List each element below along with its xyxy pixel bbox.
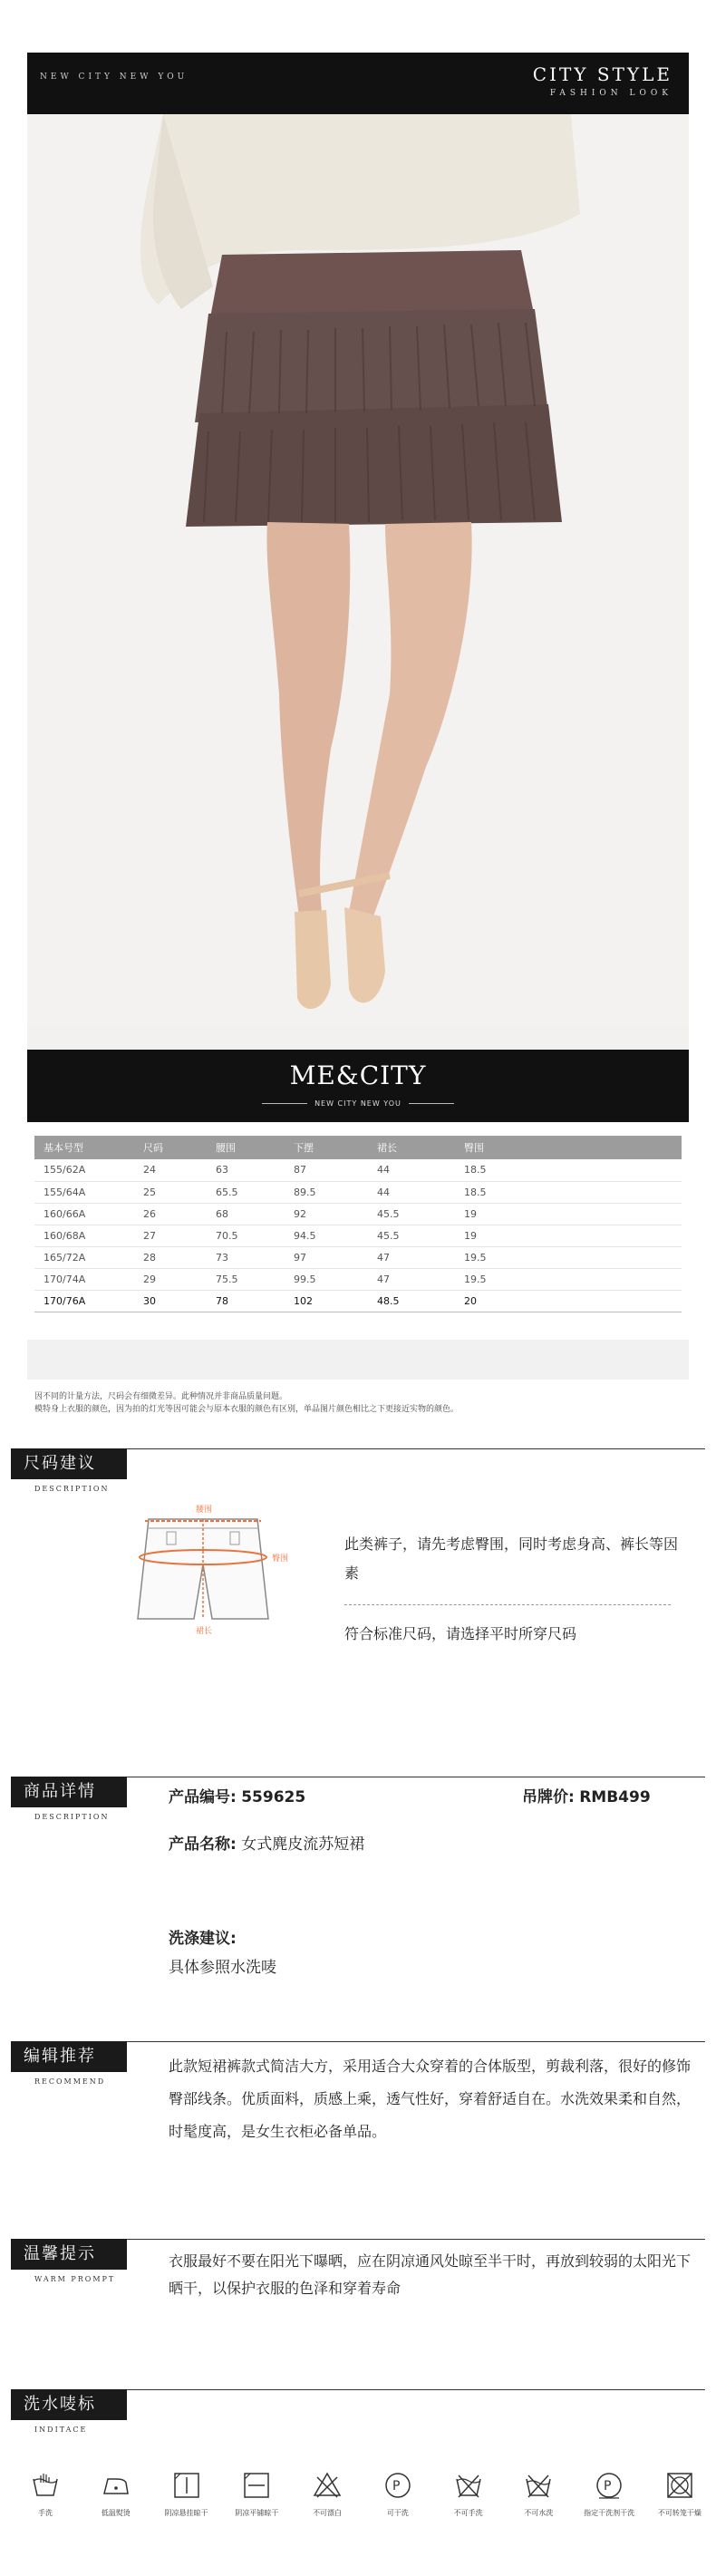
care-label: 不可漂白 — [313, 2509, 343, 2517]
table-cell: 68 — [207, 1203, 285, 1225]
section-subtitle: DESCRIPTION — [34, 1485, 110, 1493]
table-row — [34, 1290, 682, 1312]
solvent-dry-clean-icon — [594, 2470, 624, 2501]
brand-logo: ME&CITY — [289, 1060, 427, 1090]
care-item — [653, 2470, 707, 2518]
note-line: 模特身上衣服的颜色，因为拍的灯光等因可能会与原本衣服的颜色有区别，单品图片颜色相比之下更接近实物的颜色。 — [34, 1405, 460, 1414]
section-header-recommend — [11, 2041, 127, 2086]
care-item — [18, 2470, 73, 2518]
divider — [409, 1103, 454, 1104]
table-row — [34, 1203, 682, 1225]
care-label: 不可转笼干燥 — [657, 2509, 701, 2517]
note-box — [27, 1340, 689, 1380]
section-title: 洗水唛标 — [11, 2389, 127, 2420]
divider — [262, 1103, 307, 1104]
care-item — [441, 2470, 496, 2518]
section-title: 温馨提示 — [11, 2239, 127, 2270]
table-header: 基本号型 — [34, 1136, 134, 1159]
care-item — [371, 2470, 425, 2518]
diagram-label-length: 裙长 — [196, 1627, 213, 1636]
section-header-warm — [11, 2239, 127, 2283]
tag-price-value: RMB499 — [579, 1788, 651, 1806]
product-name — [169, 1831, 364, 1854]
shorts-size-diagram — [112, 1501, 294, 1637]
table-row — [34, 1181, 682, 1203]
table-cell: 47 — [368, 1268, 455, 1290]
care-item — [511, 2470, 566, 2518]
section-divider — [127, 2041, 705, 2042]
table-header: 下摆 — [285, 1136, 368, 1159]
table-cell: 65.5 — [207, 1181, 285, 1203]
dashed-divider — [344, 1604, 671, 1605]
hero-logo-bar — [27, 1050, 689, 1122]
table-row — [34, 1246, 682, 1268]
table-cell: 30 — [134, 1290, 207, 1312]
wash-value: 具体参照水洗唛 — [169, 1959, 276, 1977]
logo-tagline: NEW CITY NEW YOU — [314, 1099, 402, 1108]
hero-brand — [533, 63, 672, 98]
tag-price — [522, 1784, 651, 1806]
low-iron-icon — [101, 2470, 131, 2501]
table-cell: 102 — [285, 1290, 368, 1312]
product-photo — [27, 114, 689, 1025]
table-cell: 29 — [134, 1268, 207, 1290]
no-water-wash-icon — [523, 2470, 554, 2501]
product-code-label: 产品编号: — [169, 1788, 237, 1806]
table-cell: 48.5 — [368, 1290, 455, 1312]
section-title: 商品详情 — [11, 1777, 127, 1807]
dry-clean-icon — [382, 2470, 413, 2501]
table-cell: 94.5 — [285, 1225, 368, 1246]
shade-drip-dry-icon — [171, 2470, 202, 2501]
table-header: 臀围 — [455, 1136, 682, 1159]
no-bleach-icon — [312, 2470, 343, 2501]
hand-wash-icon — [30, 2470, 61, 2501]
no-hand-wash-icon — [453, 2470, 484, 2501]
table-cell: 87 — [285, 1159, 368, 1181]
table-row — [34, 1225, 682, 1246]
product-code — [169, 1784, 305, 1806]
svg-text:P: P — [392, 2479, 401, 2494]
diagram-label-waist: 腰围 — [196, 1506, 213, 1515]
table-cell: 73 — [207, 1246, 285, 1268]
warm-text: 衣服最好不要在阳光下曝晒，应在阴凉通风处晾至半干时，再放到较弱的太阳光下晒干，以保护衣服的色泽和穿着寿命 — [169, 2252, 692, 2297]
section-title: 编辑推荐 — [11, 2041, 127, 2072]
note-line: 因不同的计量方法，尺码会有细微差异。此种情况并非商品质量问题。 — [34, 1392, 288, 1401]
table-cell: 27 — [134, 1225, 207, 1246]
table-cell: 24 — [134, 1159, 207, 1181]
table-header: 腰围 — [207, 1136, 285, 1159]
table-cell: 25 — [134, 1181, 207, 1203]
care-item — [229, 2470, 284, 2518]
size-advice-text: 符合标准尺码，请选择平时所穿尺码 — [344, 1625, 577, 1642]
table-cell: 47 — [368, 1246, 455, 1268]
table-cell: 44 — [368, 1159, 455, 1181]
table-cell: 18.5 — [455, 1181, 682, 1203]
product-name-label: 产品名称: — [169, 1835, 237, 1854]
table-cell: 19.5 — [455, 1268, 682, 1290]
no-tumble-dry-icon — [664, 2470, 695, 2501]
section-header-detail — [11, 1777, 127, 1821]
section-divider — [127, 1448, 705, 1449]
table-cell: 45.5 — [368, 1203, 455, 1225]
care-label: 可干洗 — [386, 2509, 409, 2517]
size-notes — [34, 1390, 459, 1416]
section-subtitle: RECOMMEND — [34, 2077, 106, 2086]
table-cell: 19 — [455, 1203, 682, 1225]
care-icon-row — [18, 2470, 707, 2518]
table-cell: 28 — [134, 1246, 207, 1268]
shade-flat-dry-icon — [241, 2470, 272, 2501]
table-cell: 170/76A — [34, 1290, 134, 1312]
care-label: 不可水洗 — [524, 2509, 554, 2517]
table-header: 裙长 — [368, 1136, 455, 1159]
table-cell: 160/68A — [34, 1225, 134, 1246]
size-advice-text: 此类裤子，请先考虑臀围，同时考虑身高、裤长等因素 — [344, 1535, 679, 1582]
tag-price-label: 吊牌价: — [522, 1788, 575, 1806]
care-label: 手洗 — [38, 2509, 53, 2517]
table-cell: 92 — [285, 1203, 368, 1225]
table-cell: 78 — [207, 1290, 285, 1312]
section-subtitle: DESCRIPTION — [34, 1813, 110, 1821]
table-cell: 99.5 — [285, 1268, 368, 1290]
care-label: 不可手洗 — [453, 2509, 483, 2517]
table-cell: 75.5 — [207, 1268, 285, 1290]
table-cell: 19 — [455, 1225, 682, 1246]
svg-text:P: P — [604, 2479, 612, 2494]
brand-title: CITY STYLE — [532, 63, 672, 85]
table-row — [34, 1268, 682, 1290]
size-table — [34, 1136, 682, 1312]
product-code-value: 559625 — [241, 1788, 306, 1806]
hero-tagline: NEW CITY NEW YOU — [40, 73, 189, 82]
care-item — [160, 2470, 214, 2518]
table-cell: 18.5 — [455, 1159, 682, 1181]
section-divider — [127, 2389, 705, 2390]
section-title: 尺码建议 — [11, 1448, 127, 1479]
table-cell: 70.5 — [207, 1225, 285, 1246]
logo-tagline-row — [262, 1099, 454, 1108]
table-row — [34, 1159, 682, 1181]
care-item — [89, 2470, 143, 2518]
table-cell: 160/66A — [34, 1203, 134, 1225]
care-label: 指定干洗剂干洗 — [584, 2509, 635, 2517]
table-cell: 155/64A — [34, 1181, 134, 1203]
table-cell: 170/74A — [34, 1268, 134, 1290]
wash-label — [169, 1925, 237, 1948]
hero-top-bar — [27, 53, 689, 114]
section-header-care — [11, 2389, 127, 2434]
table-cell: 63 — [207, 1159, 285, 1181]
section-subtitle: INDITACE — [34, 2426, 88, 2434]
table-cell: 19.5 — [455, 1246, 682, 1268]
product-name-value: 女式麂皮流苏短裙 — [241, 1835, 365, 1854]
table-cell: 165/72A — [34, 1246, 134, 1268]
table-cell: 26 — [134, 1203, 207, 1225]
care-label: 低温熨烫 — [101, 2509, 131, 2517]
wash-label-text: 洗涤建议: — [169, 1930, 237, 1948]
hero-banner — [27, 53, 689, 1122]
care-item — [582, 2470, 636, 2518]
diagram-label-hip: 臀围 — [272, 1554, 289, 1564]
table-cell: 44 — [368, 1181, 455, 1203]
section-divider — [127, 2239, 705, 2240]
table-header: 尺码 — [134, 1136, 207, 1159]
table-cell: 155/62A — [34, 1159, 134, 1181]
recommend-text: 此款短裙裤款式简洁大方，采用适合大众穿着的合体版型，剪裁利落，很好的修饰臀部线条。优质面料，质感上乘，透气性好，穿着舒适自在。水洗效果柔和自然，时髦度高，是女生衣柜必备单品。 — [169, 2058, 692, 2140]
section-header-size — [11, 1448, 127, 1493]
brand-subtitle: FASHION LOOK — [549, 89, 672, 98]
table-cell: 45.5 — [368, 1225, 455, 1246]
table-header-row — [34, 1136, 682, 1159]
section-subtitle: WARM PROMPT — [34, 2275, 116, 2283]
care-item — [300, 2470, 354, 2518]
table-cell: 20 — [455, 1290, 682, 1312]
table-cell: 89.5 — [285, 1181, 368, 1203]
care-label: 阴凉悬挂晾干 — [164, 2509, 208, 2517]
care-label: 阴凉平铺晾干 — [235, 2509, 279, 2517]
table-cell: 97 — [285, 1246, 368, 1268]
